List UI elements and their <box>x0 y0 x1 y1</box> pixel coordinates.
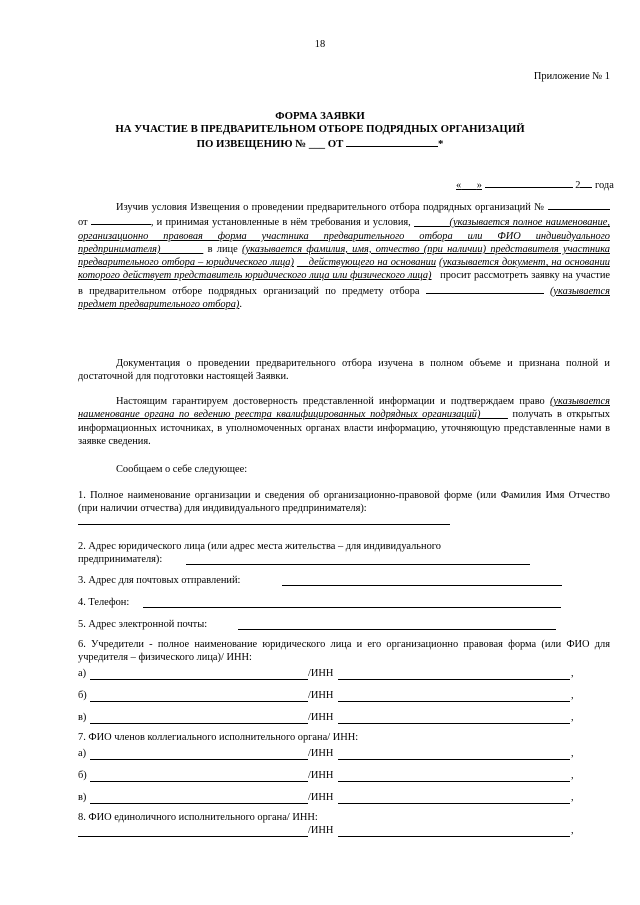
hint-participant-name[interactable]: (указывается полное наименование, организационно правовая форма участника предварительного отбора или ФИО индивидуального предпринимателя) <box>78 217 610 255</box>
item-2-label-a: 2. Адрес юридического лица (или адрес места жительства – для индивидуального <box>78 541 441 552</box>
board-v-inn-line[interactable] <box>338 803 570 804</box>
row-v-label: в) <box>78 712 87 723</box>
year-digit: 2 <box>575 180 581 191</box>
intro-text-4: в лице <box>207 243 238 255</box>
comma: , <box>571 668 574 679</box>
row-a-label: а) <box>78 668 87 679</box>
inn-label: /ИНН <box>308 792 334 803</box>
item-8-label: 8. ФИО единоличного исполнительного органа/ ИНН: <box>78 812 318 823</box>
hint-acting-basis[interactable]: действующего на основании <box>308 257 437 269</box>
guarantee-text-2: получать в открытых информационных источниках, в уполномоченных органах власти информацию, уточняющую представленные нами в заявке сведения. <box>78 409 610 447</box>
appendix-label: Приложение № 1 <box>533 71 610 82</box>
comma: , <box>571 770 574 781</box>
comma: , <box>571 748 574 759</box>
board-b-inn-line[interactable] <box>338 781 570 782</box>
title-line-1: ФОРМА ЗАЯВКИ <box>275 110 365 122</box>
founder-b-inn-line[interactable] <box>338 701 570 702</box>
inn-label: /ИНН <box>308 825 334 836</box>
board-a-inn-line[interactable] <box>338 759 570 760</box>
item-2-line[interactable] <box>186 564 530 565</box>
notice-number-blank[interactable] <box>548 199 610 210</box>
founder-v-name-line[interactable] <box>90 723 308 724</box>
paragraph-documentation: Документация о проведении предварительного отбора изучена в полном объеме и признана полной и достаточной для подготовки настоящей Заявки. <box>78 358 610 383</box>
board-a-name-line[interactable] <box>90 759 308 760</box>
item-3-line[interactable] <box>282 585 562 586</box>
comma: , <box>571 825 574 836</box>
director-name-line[interactable] <box>78 836 308 837</box>
item-1-label: 1. Полное наименование организации и сведения об организационно-правовой форме (или Фамилия Имя Отчество (при наличии отчества) для индивидуального предпринимателя): <box>78 490 610 515</box>
inn-label: /ИНН <box>308 690 334 701</box>
guarantee-text-1: Настоящим гарантируем достоверность представленной информации и подтверждаем право <box>116 396 545 407</box>
founder-a-inn-line[interactable] <box>338 679 570 680</box>
item-4-label: 4. Телефон: <box>78 597 130 608</box>
title-line-3 <box>0 136 640 151</box>
board-b-name-line[interactable] <box>90 781 308 782</box>
hint-selection-subject[interactable]: (указывается предмет предварительного отбора) <box>78 285 610 311</box>
inn-label: /ИНН <box>308 712 334 723</box>
comma: , <box>571 712 574 723</box>
director-inn-line[interactable] <box>338 836 570 837</box>
intro-text-1: Изучив условия Извещения о проведении предварительного отбора подрядных организаций № <box>116 202 545 213</box>
page-number: 18 <box>314 39 326 50</box>
inn-label: /ИНН <box>308 770 334 781</box>
hint-representative-name[interactable]: (указывается фамилия, имя, отчество (при наличии) представителя участника предварительного отбора – юридического лица) <box>78 243 610 269</box>
item-3-label: 3. Адрес для почтовых отправлений: <box>78 575 241 586</box>
item-6-label: 6. Учредители - полное наименование юридического лица и его организационно правовая форма (или ФИО для учредителя – физического лица)/ ИНН: <box>78 639 610 664</box>
comma: , <box>571 792 574 803</box>
date-line <box>456 177 614 192</box>
title-asterisk: * <box>438 138 444 150</box>
founder-b-name-line[interactable] <box>90 701 308 702</box>
founder-v-inn-line[interactable] <box>338 723 570 724</box>
item-2-label-b: предпринимателя): <box>78 554 163 565</box>
item-4-line[interactable] <box>143 607 561 608</box>
paragraph-about: Сообщаем о себе следующее: <box>116 464 248 475</box>
intro-text-3: , и принимая установленные в нём требования и условия, <box>150 217 411 229</box>
item-1-line[interactable] <box>78 524 450 525</box>
hint-registry-body[interactable]: (указывается наименование органа по ведению реестра квалифицированных подрядных организаций) <box>78 396 610 421</box>
date-month-blank[interactable] <box>485 177 573 188</box>
date-day-field[interactable] <box>456 180 482 191</box>
date-year-blank[interactable] <box>580 177 592 188</box>
item-5-label: 5. Адрес электронной почты: <box>78 619 208 630</box>
comma: , <box>571 690 574 701</box>
item-5-line[interactable] <box>238 629 556 630</box>
intro-text-5: просит рассмотреть заявку на участие в предварительном отборе подрядных организаций по предмету отбора <box>78 270 611 297</box>
title-line-3-prefix: ПО ИЗВЕЩЕНИЮ № ___ ОТ <box>196 138 344 150</box>
notice-from-blank[interactable] <box>91 214 151 225</box>
founder-a-name-line[interactable] <box>90 679 308 680</box>
row-b-label: б) <box>78 690 87 701</box>
quote-open: « <box>456 180 462 191</box>
item-7-label: 7. ФИО членов коллегиального исполнительного органа/ ИНН: <box>78 732 359 743</box>
title-line-2: НА УЧАСТИЕ В ПРЕДВАРИТЕЛЬНОМ ОТБОРЕ ПОДРЯДНЫХ ОРГАНИЗАЦИЙ <box>115 123 525 135</box>
board-v-name-line[interactable] <box>90 803 308 804</box>
row-v-label: в) <box>78 792 87 803</box>
row-a-label: а) <box>78 748 87 759</box>
quote-close: » <box>476 180 482 191</box>
inn-label: /ИНН <box>308 668 334 679</box>
paragraph-guarantee <box>78 395 610 448</box>
intro-text-2: от <box>78 217 88 229</box>
hint-basis-document[interactable]: (указывается документ, на основании которого действует представитель юридического лица или физического лица) <box>78 257 610 282</box>
subject-blank[interactable] <box>426 283 544 294</box>
row-b-label: б) <box>78 770 87 781</box>
year-word: года <box>595 180 614 191</box>
inn-label: /ИНН <box>308 748 334 759</box>
paragraph-intro: Изучив условия Извещения о проведении предварительного отбора подрядных организаций № от , и принимая установленные в нём требования и условия, (указывается полное наименование, организационно правовая форма участника предварительного отбора или ФИО индивидуального предпринимателя) в лице (указывается фамилия, имя, отчество (при наличии) представителя участника предварительного отбора – юридического лица) действующего на основании (указывается документ, на основании которого действует представитель юридического лица или физического лица) просит рассмотреть заявку на участие в предварительном отборе подрядных организаций по предмету отбора (указывается предмет предварительного отбора). <box>78 199 610 311</box>
notice-date-blank[interactable] <box>346 136 438 147</box>
